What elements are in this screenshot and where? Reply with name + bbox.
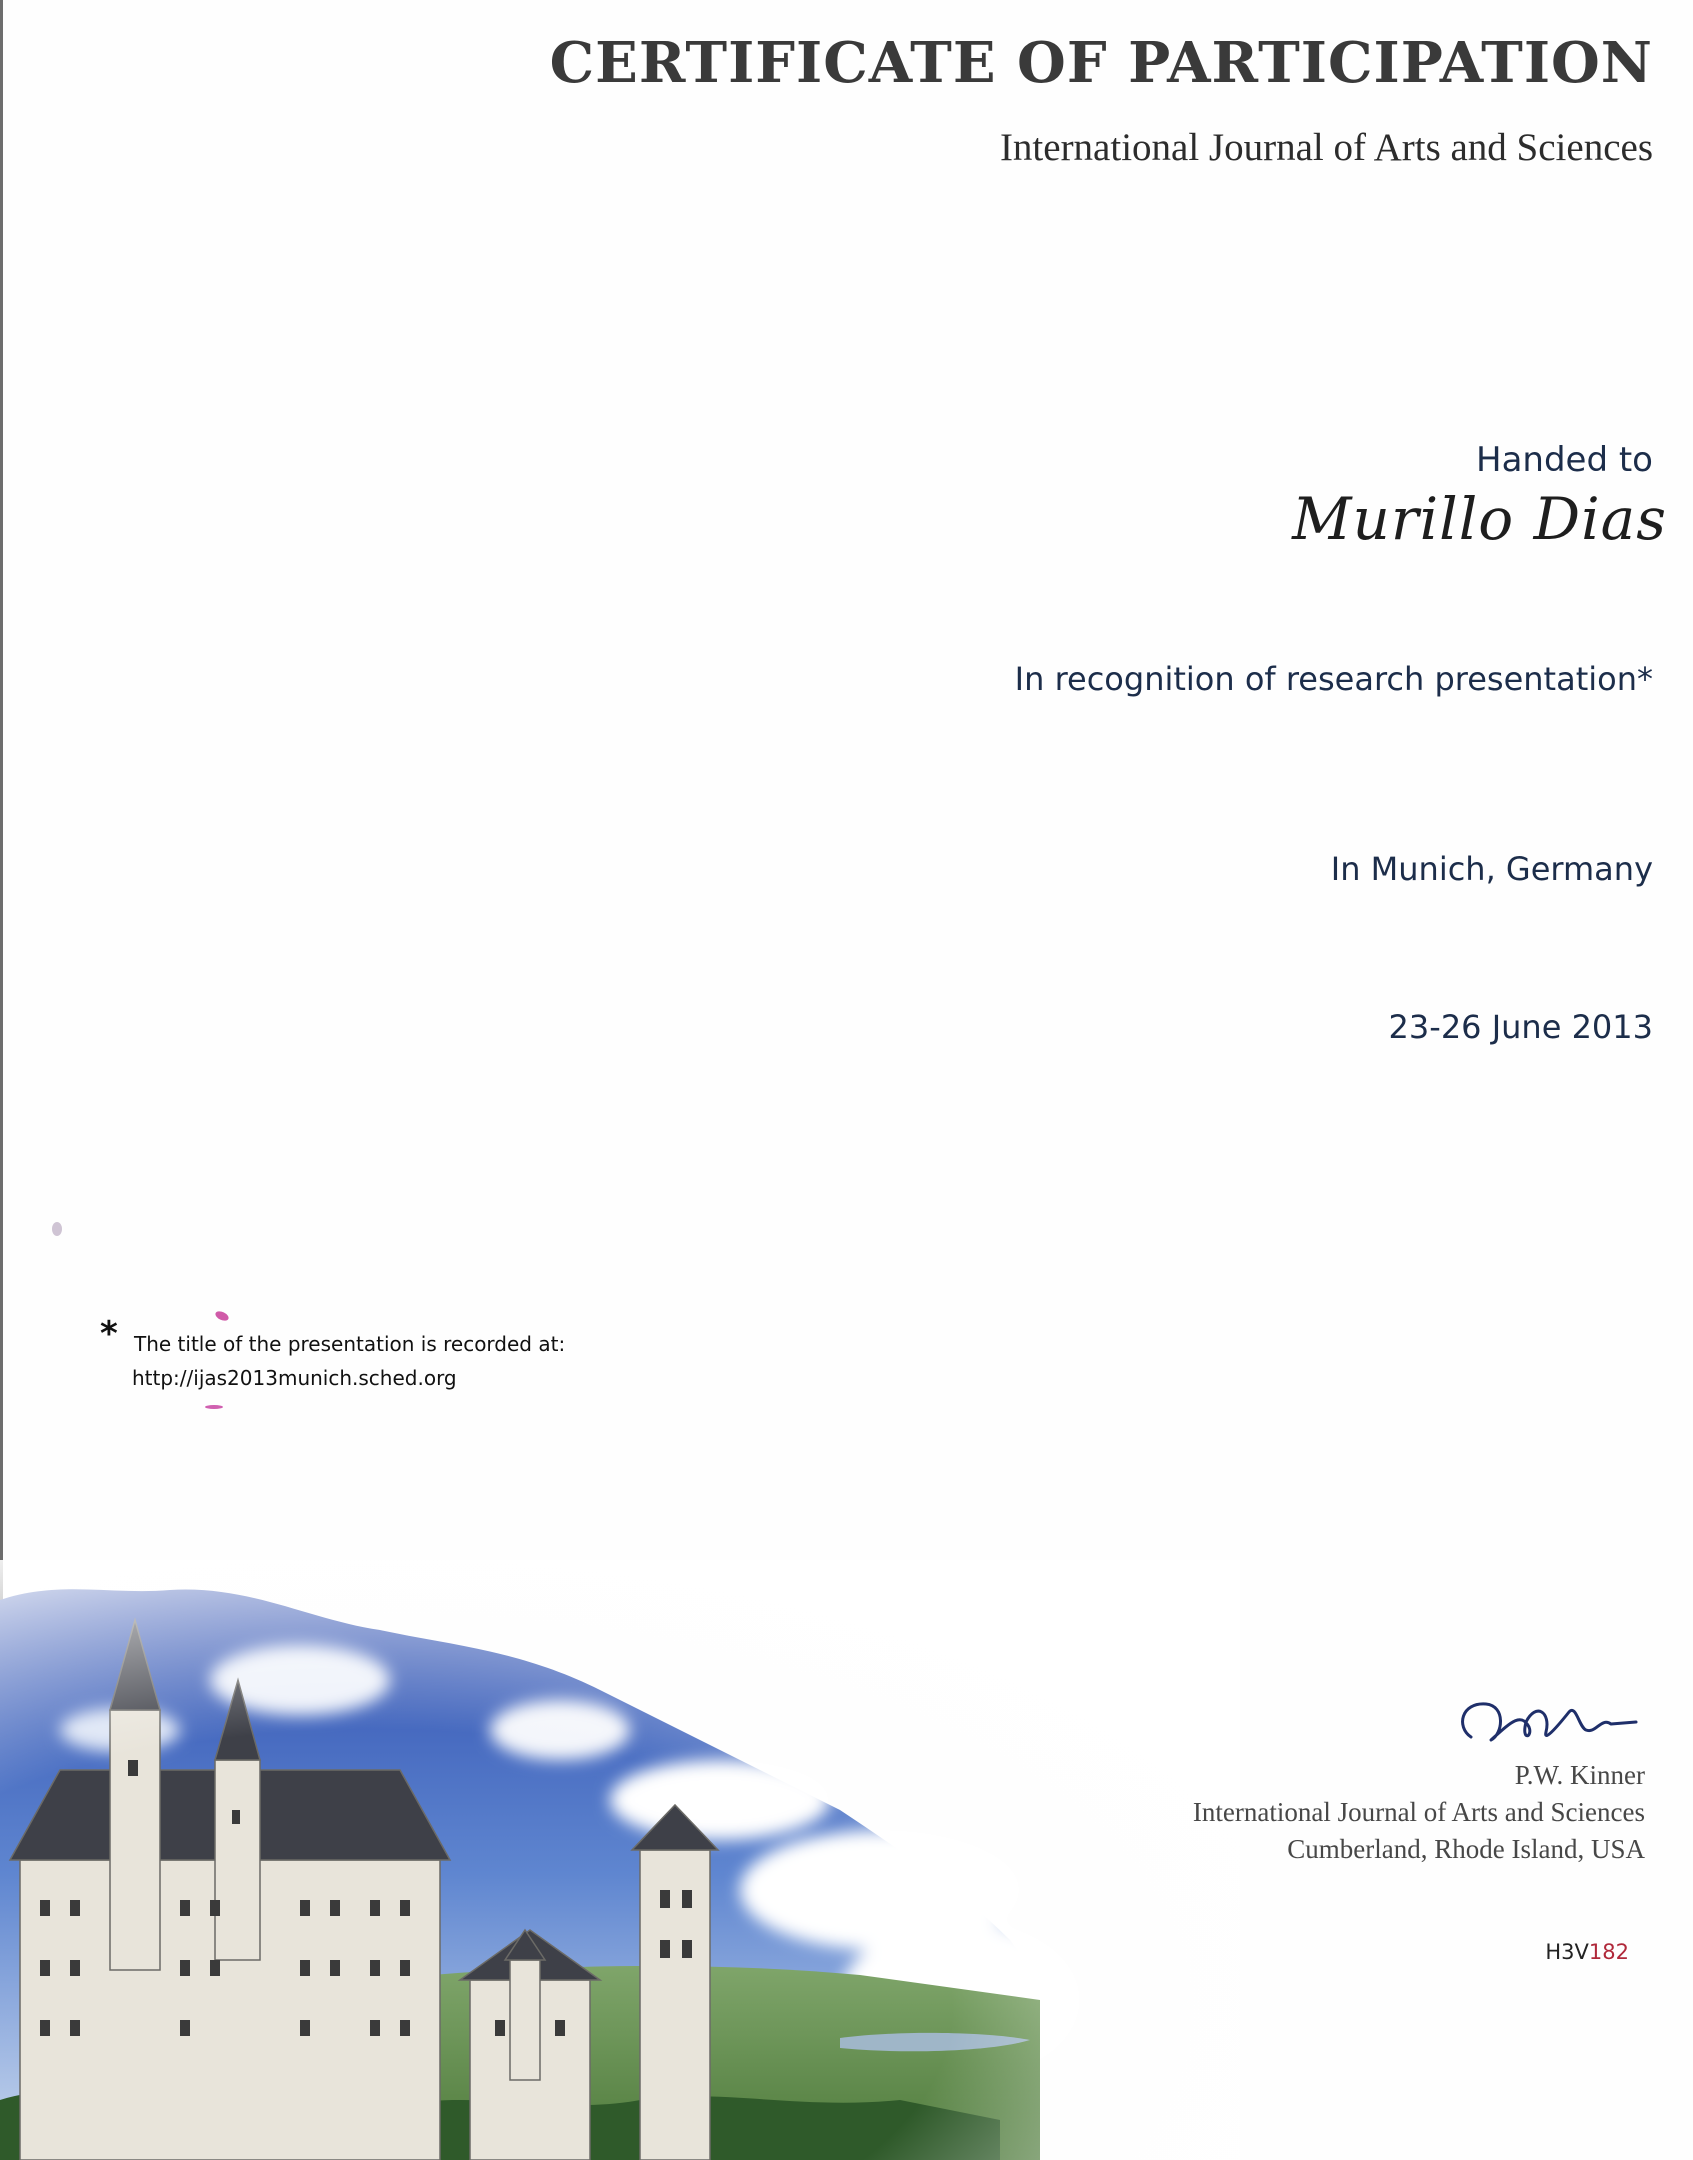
castle-landscape-image xyxy=(0,1560,1240,2160)
signature-image xyxy=(1451,1682,1641,1762)
certificate-code xyxy=(1545,1940,1629,1964)
event-location: In Munich, Germany xyxy=(1330,850,1653,888)
footnote-url[interactable]: http://ijas2013munich.sched.org xyxy=(132,1366,457,1390)
event-dates: 23-26 June 2013 xyxy=(1388,1008,1653,1046)
code-number: 182 xyxy=(1588,1940,1629,1964)
recipient-name: Murillo Dias xyxy=(1292,485,1667,553)
certificate-subtitle: International Journal of Arts and Sciences xyxy=(999,126,1653,169)
recognition-text: In recognition of research presentation* xyxy=(1014,660,1653,698)
signatory-name: P.W. Kinner xyxy=(1514,1760,1645,1790)
handed-to-label: Handed to xyxy=(1476,440,1653,480)
ink-speck xyxy=(214,1309,230,1322)
footnote-text: The title of the presentation is recorded at: xyxy=(134,1332,566,1356)
code-prefix: H3V xyxy=(1545,1940,1589,1964)
ink-speck xyxy=(205,1405,223,1409)
footnote-asterisk: * xyxy=(100,1314,118,1354)
ink-speck xyxy=(52,1222,62,1236)
signatory-address: Cumberland, Rhode Island, USA xyxy=(1287,1834,1645,1864)
certificate-title: CERTIFICATE OF PARTICIPATION xyxy=(549,30,1653,96)
signatory-organization: International Journal of Arts and Sciences xyxy=(1192,1797,1645,1827)
